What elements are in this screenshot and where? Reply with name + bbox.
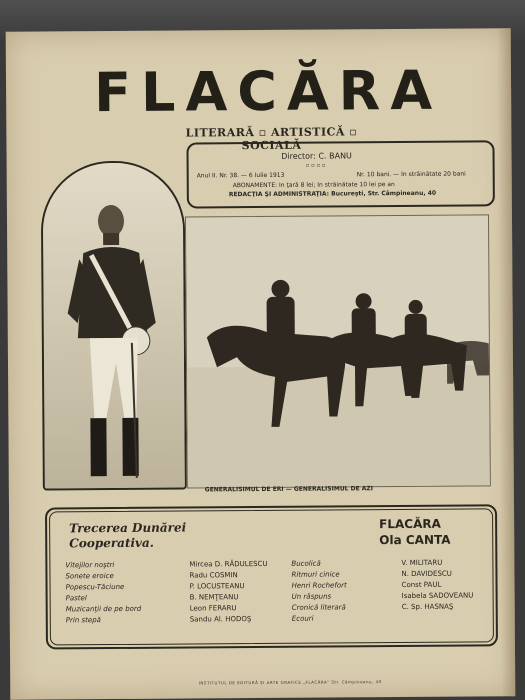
list-item: Un răspuns bbox=[291, 592, 332, 601]
subscription-line: ABONAMENTE: In ţară 8 lei; In străinătate 10 lei pe an bbox=[232, 181, 395, 190]
cavalry-scene bbox=[186, 215, 490, 487]
address-line: REDACŢIA ŞI ADMINISTRAŢIA: Bucureşti, Str. Câmpineanu, 40 bbox=[228, 189, 437, 199]
list-item: Prin stepă bbox=[65, 616, 101, 625]
issue-line: Anul II. Nr. 38. — 6 Iulie 1913 bbox=[196, 171, 285, 180]
list-item-author: Sandu Al. HODOŞ bbox=[189, 615, 252, 624]
feature-title-1: Trecerea Dunărei bbox=[69, 520, 187, 536]
list-item: Ecouri bbox=[291, 614, 314, 623]
image-caption: GENERALISIMUL DE ERI — GENERALISIMUL DE AZI bbox=[204, 485, 374, 494]
list-item-author: C. Sp. HASNAŞ bbox=[401, 602, 454, 612]
list-item-author: Isabela SADOVEANU bbox=[401, 591, 474, 601]
list-item: Sonete eroice bbox=[65, 572, 114, 581]
list-item-author: V. MILITARU bbox=[401, 558, 443, 568]
director-line: Director: C. BANU bbox=[281, 151, 352, 161]
list-item: Pastel bbox=[65, 594, 87, 603]
price-line: Nr. 10 bani. — In străinătate 20 bani bbox=[356, 170, 466, 179]
list-item: Muzicanţii de pe bord bbox=[65, 604, 142, 614]
list-item-author: Mircea D. RĂDULESCU bbox=[189, 559, 268, 569]
list-item: Popescu-Tăciune bbox=[65, 582, 125, 592]
magazine-page bbox=[6, 28, 516, 700]
list-item: Ritmuri cinice bbox=[291, 570, 340, 579]
list-item-author: N. DAVIDESCU bbox=[401, 569, 452, 579]
masthead-title: FLACĂRA bbox=[93, 58, 443, 125]
list-item: Bucolică bbox=[291, 559, 321, 568]
list-item-author: Leon FERARU bbox=[189, 604, 237, 613]
printer-imprint: INSTITUTUL DE EDITURĂ ŞI ARTE GRAFICE „FLACĂRA" Str. Câmpineanu, 40 bbox=[198, 679, 382, 686]
list-item-author: B. NEMŢEANU bbox=[189, 593, 239, 602]
list-item: Vitejilor noştri bbox=[65, 561, 115, 570]
cavalry-illustration bbox=[185, 214, 491, 488]
ornament-dots: ▫▫▫▫ bbox=[305, 162, 328, 169]
list-item: Henri Rochefort bbox=[291, 581, 347, 590]
portrait-photo bbox=[41, 161, 187, 491]
list-item-author: Const PAUL bbox=[401, 580, 442, 590]
list-item: Cronică literară bbox=[291, 603, 346, 612]
feature-author-2: Ola CANTA bbox=[379, 532, 451, 548]
feature-title-2: Cooperativa. bbox=[69, 535, 155, 551]
list-item-author: P. LOCUSTEANU bbox=[189, 582, 245, 591]
portrait-illustration bbox=[43, 163, 185, 489]
list-item-author: Radu COSMIN bbox=[189, 571, 238, 580]
masthead-subtitle: LITERARĂ ▫ ARTISTICĂ ▫ SOCIALĂ bbox=[185, 125, 358, 153]
feature-author-1: FLACĂRA bbox=[379, 516, 441, 532]
